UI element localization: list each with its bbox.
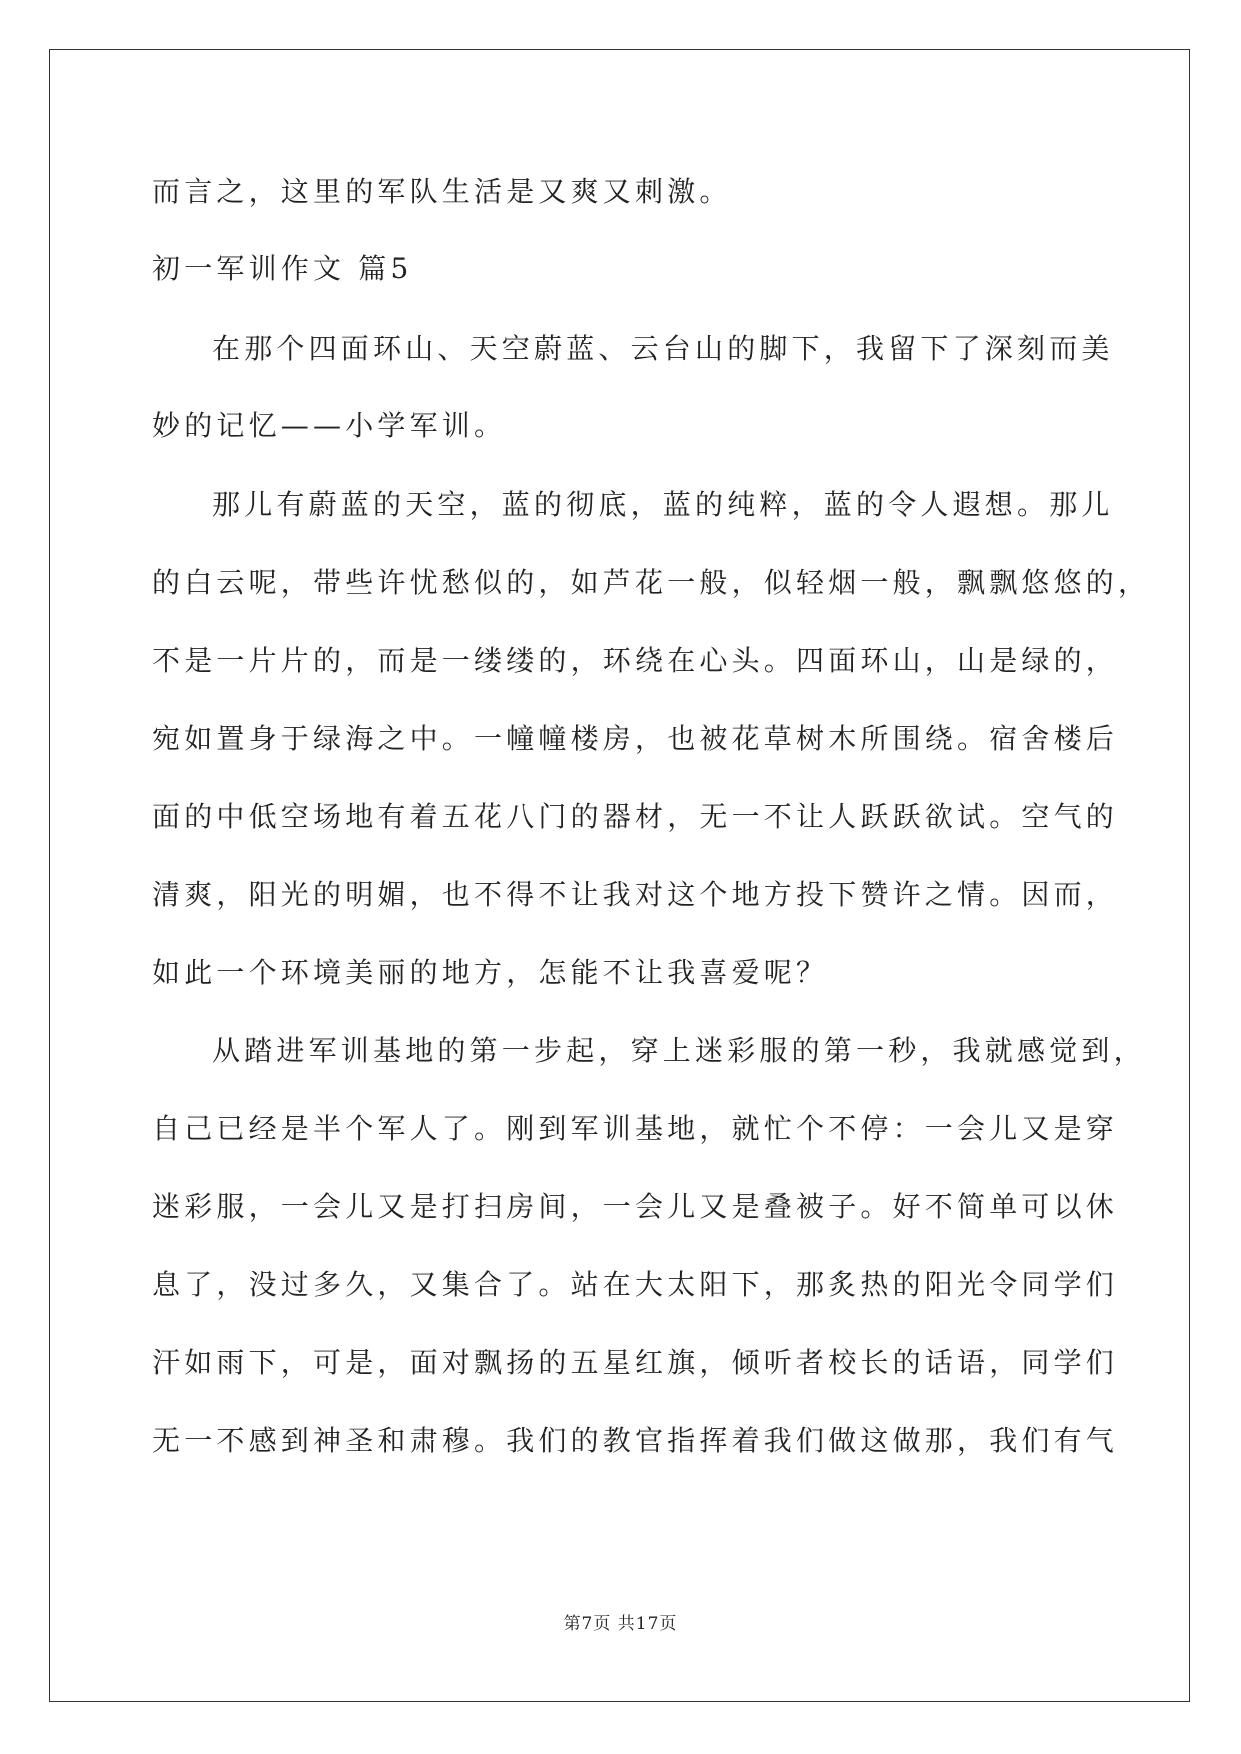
- paragraph-2-line-7: 如此一个环境美丽的地方，怎能不让我喜爱呢？: [152, 956, 829, 989]
- paragraph-3-line-4: 息了，没过多久，又集合了。站在大太阳下，那炙热的阳光令同学们: [152, 1268, 1119, 1301]
- paragraph-3-line-6: 无一不感到神圣和肃穆。我们的教官指挥着我们做这做那，我们有气: [152, 1424, 1119, 1457]
- body-line-1: 而言之，这里的军队生活是又爽又刺激。: [152, 175, 732, 208]
- section-heading: 初一军训作文 篇5: [152, 252, 413, 285]
- paragraph-2-line-2: 的白云呢，带些许忧愁似的，如芦花一般，似轻烟一般，飘飘悠悠的，: [152, 566, 1151, 599]
- paragraph-3-line-2: 自己已经是半个军人了。刚到军训基地，就忙个不停：一会儿又是穿: [152, 1112, 1119, 1145]
- paragraph-3-line-1: 从踏进军训基地的第一步起，穿上迷彩服的第一秒，我就感觉到，: [212, 1034, 1146, 1067]
- paragraph-2-line-6: 清爽，阳光的明媚，也不得不让我对这个地方投下赞许之情。因而，: [152, 878, 1119, 911]
- paragraph-2-line-1: 那儿有蔚蓝的天空，蓝的彻底，蓝的纯粹，蓝的令人遐想。那儿: [212, 488, 1114, 521]
- paragraph-1-line-1: 在那个四面环山、天空蔚蓝、云台山的脚下，我留下了深刻而美: [212, 332, 1114, 365]
- paragraph-2-line-4: 宛如置身于绿海之中。一幢幢楼房，也被花草树木所围绕。宿舍楼后: [152, 722, 1119, 755]
- paragraph-2-line-3: 不是一片片的，而是一缕缕的，环绕在心头。四面环山，山是绿的，: [152, 644, 1119, 677]
- paragraph-3-line-3: 迷彩服，一会儿又是打扫房间，一会儿又是叠被子。好不简单可以休: [152, 1190, 1119, 1223]
- paragraph-2-line-5: 面的中低空场地有着五花八门的器材，无一不让人跃跃欲试。空气的: [152, 800, 1119, 833]
- paragraph-3-line-5: 汗如雨下，可是，面对飘扬的五星红旗，倾听者校长的话语，同学们: [152, 1346, 1119, 1379]
- page-number-footer: 第7页 共17页: [563, 1614, 678, 1634]
- paragraph-1-line-2: 妙的记忆——小学军训。: [152, 409, 507, 442]
